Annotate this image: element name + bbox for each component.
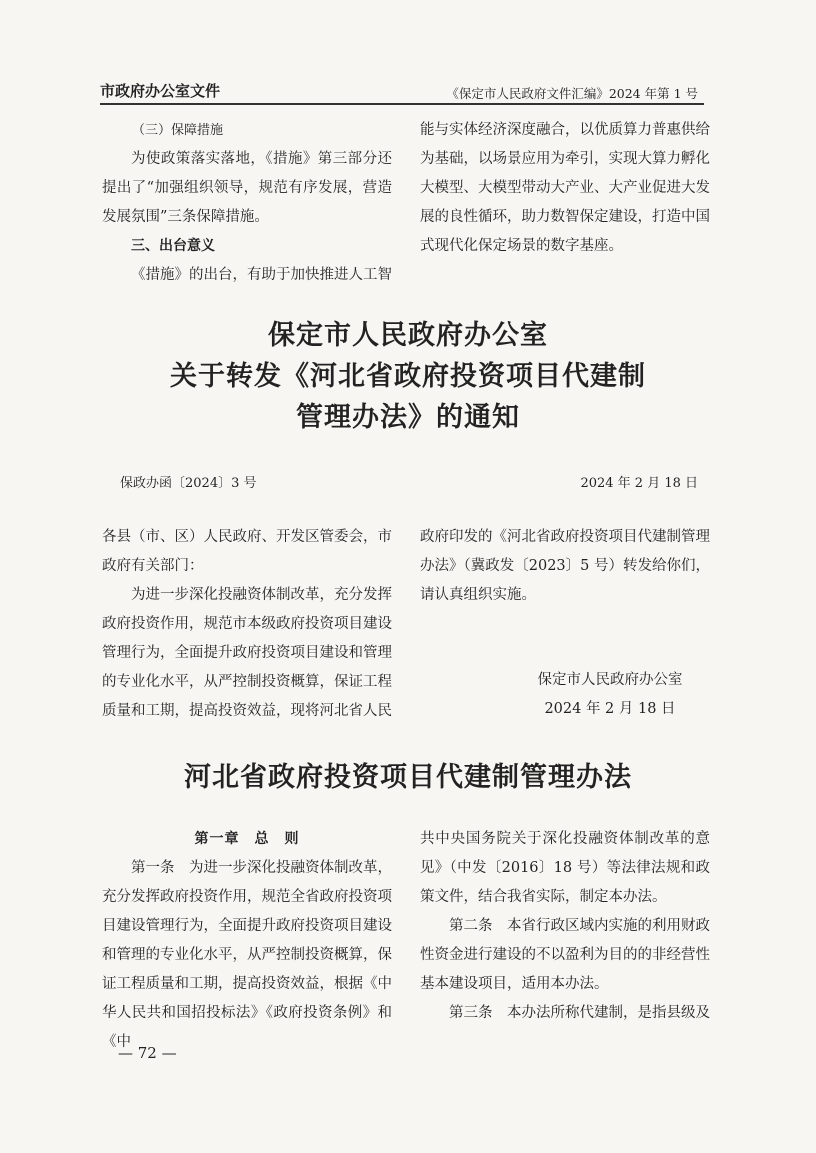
sub-heading-safeguards: （三）保障措施 — [132, 123, 224, 138]
signature-date: 2024 年 2 月 18 日 — [544, 701, 676, 717]
article-1-cont: 共中央国务院关于深化投融资体制改革的意见》（中发〔2016〕18 号）等法律法规和政策文件，结合我省实际，制定本办法。 — [420, 831, 710, 905]
notice-addressee: 各县（市、区）人民政府、开发区管委会，市政府有关部门： — [102, 529, 392, 574]
chapter-heading: 第一章 总 则 — [194, 831, 300, 847]
heading-significance: 三、出台意义 — [131, 238, 215, 254]
notice-title-line1: 保定市人民政府办公室 — [268, 320, 548, 351]
regulation-left-column — [102, 825, 392, 1057]
header-publication: 《保定市人民政府文件汇编》2024 年第 1 号 — [446, 86, 698, 101]
significance-paragraph: 《措施》的出台，有助于加快推进人工智 — [131, 267, 392, 283]
notice-left-column — [102, 523, 392, 726]
notice-title — [0, 315, 816, 438]
safeguards-paragraph: 为使政策落实落地，《措施》第三部分还提出了“加强组织领导，规范有序发展，营造发展氛围”三条保障措施。 — [102, 151, 392, 225]
top-left-column — [102, 116, 392, 290]
regulation-right-column — [420, 825, 710, 1028]
notice-body: 为进一步深化投融资体制改革，充分发挥政府投资作用，规范市本级政府投资项目建设管理行为，全面提升政府投资项目建设和管理的专业化水平，从严控制投资概算，保证工程质量和工期，提高投资效益，现将河北省人民 — [102, 587, 392, 719]
article-3: 第三条 本办法所称代建制，是指县级及 — [449, 1005, 710, 1021]
article-1: 第一条 为进一步深化投融资体制改革，充分发挥政府投资作用，规范全省政府投资项目建设管理行为，全面提升政府投资项目建设和管理的专业化水平，从严控制投资概算，保证工程质量和工期，提高投资效益，根据《中华人民共和国招投标法》《政府投资条例》和《中 — [102, 860, 392, 1050]
top-right-column — [420, 116, 710, 261]
page-number: — 72 — — [118, 1044, 177, 1062]
notice-right-column — [420, 523, 710, 610]
notice-title-line3: 管理办法》的通知 — [296, 402, 520, 433]
notice-body-cont: 政府印发的《河北省政府投资项目代建制管理办法》（冀政发〔2023〕5 号）转发给你们，请认真组织实施。 — [420, 529, 710, 603]
document-number: 保政办函〔2024〕3 号 — [120, 476, 257, 491]
header-source: 市政府办公室文件 — [100, 82, 221, 100]
notice-date: 2024 年 2 月 18 日 — [580, 476, 698, 491]
notice-title-line2: 关于转发《河北省政府投资项目代建制 — [170, 361, 646, 392]
signature-org: 保定市人民政府办公室 — [537, 672, 683, 688]
regulation-title: 河北省政府投资项目代建制管理办法 — [184, 762, 632, 793]
header-rule — [100, 103, 704, 105]
significance-paragraph-cont: 能与实体经济深度融合，以优质算力普惠供给为基础，以场景应用为牵引，实现大算力孵化大模型、大模型带动大产业、大产业促进大发展的良性循环，助力数智保定建设，打造中国式现代化保定场景的数字基座。 — [420, 122, 710, 254]
article-2: 第二条 本省行政区域内实施的利用财政性资金进行建设的不以盈利为目的的非经营性基本建设项目，适用本办法。 — [420, 918, 710, 992]
